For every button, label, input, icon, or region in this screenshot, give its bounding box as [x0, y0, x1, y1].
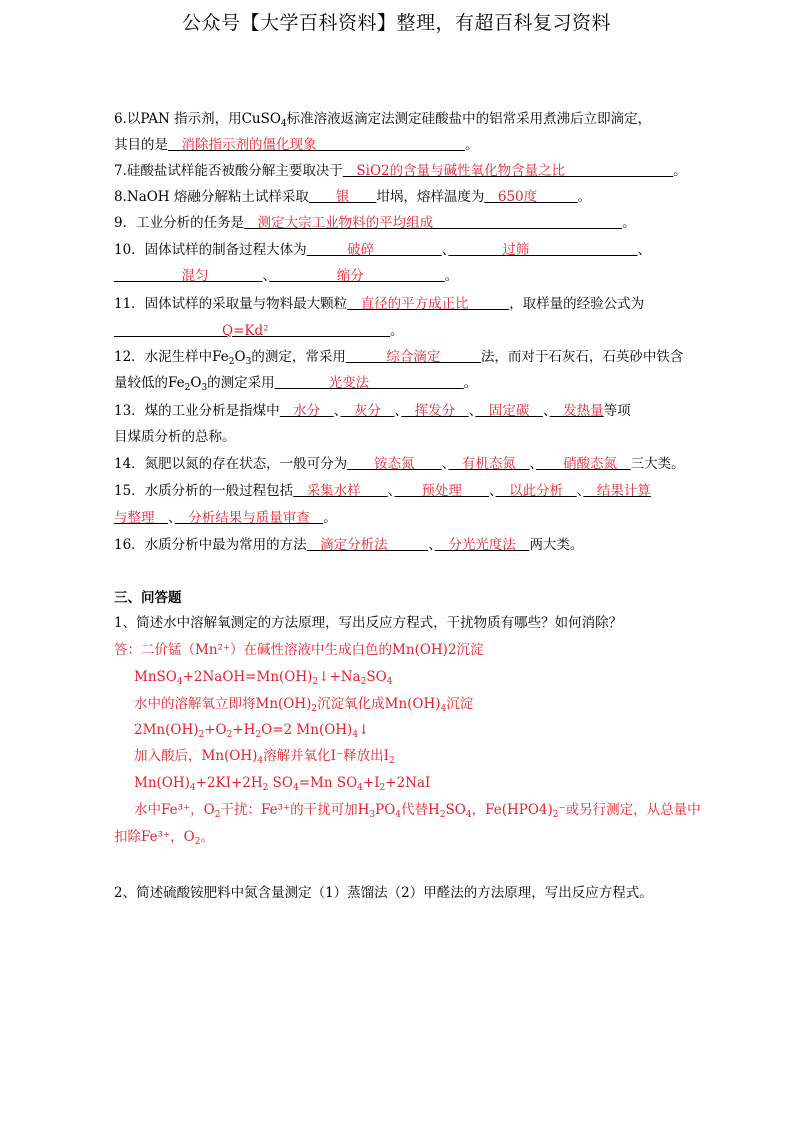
- answer-blank: 以此分析: [495, 483, 577, 499]
- answer-blank: 消除指示剂的僵化现象: [168, 137, 465, 153]
- question-14: 14．氮肥以氮的存在状态，一般可分为 铵态氮 、 有机态氮 、 硝酸态氮 三大类。: [114, 456, 685, 472]
- question-8: 8.NaOH 熔融分解粘土试样采取 银 坩埚，熔样温度为 650度 。: [114, 189, 592, 205]
- answer-blank: SiO2的含量与碱性氧化物含量之比: [342, 163, 674, 179]
- question-9: 9．工业分析的任务是 测定大宗工业物料的平均组成 。: [114, 215, 636, 231]
- equation-1: $MnSO_4+2NaOH=Mn(OH)_2↓+Na_2SO_4$: [134, 669, 393, 687]
- answer-blank: 分析结果与质量审查: [174, 510, 324, 526]
- page-header: 公众号【大学百科资料】整理，有超百科复习资料: [181, 12, 611, 34]
- question-11: 11．固体试样的采取量与物料最大颗粒 直径的平方成正比 ，取样量的经验公式为: [114, 296, 645, 312]
- answer-blank: 综合滴定: [345, 349, 481, 365]
- answer-blank: 650度: [484, 189, 578, 205]
- answer-blank: 固定碳: [475, 403, 543, 419]
- answer-blank: Q=Kd²: [114, 323, 391, 339]
- answer-blank: 过筛: [448, 242, 638, 258]
- answer-blank: 灰分: [340, 403, 395, 419]
- answer-blank: 光变法: [274, 375, 464, 391]
- answer-blank: 有机态氮: [448, 456, 530, 472]
- qa-question-1: 1、简述水中溶解氧测定的方法原理，写出反应方程式，干扰物质有哪些？如何消除？: [114, 615, 623, 631]
- answer-blank: 水分: [279, 403, 334, 419]
- question-16: 16．水质分析中最为常用的方法 滴定分析法 、 分光光度法 两大类。: [114, 537, 584, 553]
- answer-blank: 与整理: [114, 510, 168, 526]
- answer-blank: 铵态氮: [347, 456, 442, 472]
- question-6: 6.以PAN 指示剂，用CuSO$_4$标准溶液返滴定法测定硅酸盐中的铝常采用煮沸后立即滴定，: [114, 111, 652, 129]
- answer-text-4: 水中Fe³⁺，$O_2$干扰：Fe³⁺的干扰可加$H_3PO_4$代替$H_2SO_4$，$Fe(HPO4)_2^-$或另行测定，从总量中: [134, 802, 701, 820]
- answer-text-5: 扣除Fe³⁺，$O_2$。: [114, 829, 214, 847]
- answer-blank: 预处理: [394, 483, 489, 499]
- answer-blank: 结果计算: [583, 483, 651, 499]
- answer-text-2: 水中的溶解氧立即将$Mn(OH)_2$沉淀氧化成$Mn(OH)_4$沉淀: [134, 696, 474, 714]
- question-12: 12．水泥生样中$Fe_2O_3$的测定，常采用 综合滴定 法，而对于石灰石，石英砂中铁含: [114, 349, 684, 367]
- answer-blank: 缩分: [269, 268, 445, 284]
- equation-3: $Mn(OH)_4+2KI+2H_2$ $SO_4=Mn$ $SO_4+I_2+2NaI$: [134, 775, 431, 793]
- question-15-cont: 与整理 、 分析结果与质量审查 。: [114, 510, 337, 526]
- question-12-cont: 量较低的$Fe_2O_3$的测定采用 光变法 。: [114, 375, 478, 393]
- question-11-cont: Q=Kd² 。: [114, 323, 404, 339]
- answer-blank: 采集水样: [293, 483, 388, 499]
- question-10: 10．固体试样的制备过程大体为 破碎 、 过筛 、: [114, 242, 651, 258]
- answer-blank: 硝酸态氮: [536, 456, 631, 472]
- answer-blank: 破碎: [306, 242, 442, 258]
- question-13: 13．煤的工业分析是指煤中 水分 、 灰分 、 挥发分 、 固定碳 、 发热量等项: [114, 403, 631, 419]
- question-10-cont: 混匀 、 缩分 。: [114, 268, 459, 284]
- answer-blank: 直径的平方成正比: [347, 296, 510, 312]
- answer-blank: 银: [308, 189, 377, 205]
- answer-text-3: 加入酸后，$Mn(OH)_4$溶解并氧化I⁻释放出$I_2$: [134, 748, 395, 766]
- answer-blank: 发热量: [549, 403, 604, 419]
- question-7: 7.硅酸盐试样能否被酸分解主要取决于 SiO2的含量与碱性氧化物含量之比 。: [114, 163, 687, 179]
- question-15: 15．水质分析的一般过程包括 采集水样 、 预处理 、 以此分析 、 结果计算: [114, 483, 651, 499]
- answer-blank: 测定大宗工业物料的平均组成: [244, 215, 623, 231]
- answer-blank: 挥发分: [401, 403, 469, 419]
- qa-question-2: 2、简述硫酸铵肥料中氮含量测定（1）蒸馏法（2）甲醛法的方法原理，写出反应方程式。: [114, 885, 653, 901]
- question-13-cont: 目煤质分析的总称。: [114, 429, 236, 445]
- question-6-cont: 其目的是 消除指示剂的僵化现象 。: [114, 137, 479, 153]
- answer-blank: 滴定分析法: [306, 537, 429, 553]
- answer-blank: 分光光度法: [434, 537, 530, 553]
- section-title: 三、问答题: [114, 590, 182, 606]
- qa-answer-intro: 答：二价锰（Mn²⁺）在碱性溶液中生成白色的Mn(OH)2沉淀: [114, 642, 484, 658]
- answer-blank: 混匀: [114, 268, 263, 284]
- equation-2: $2Mn(OH)_2+O_2+H_2O=2$ $Mn(OH)_4↓$: [134, 722, 370, 740]
